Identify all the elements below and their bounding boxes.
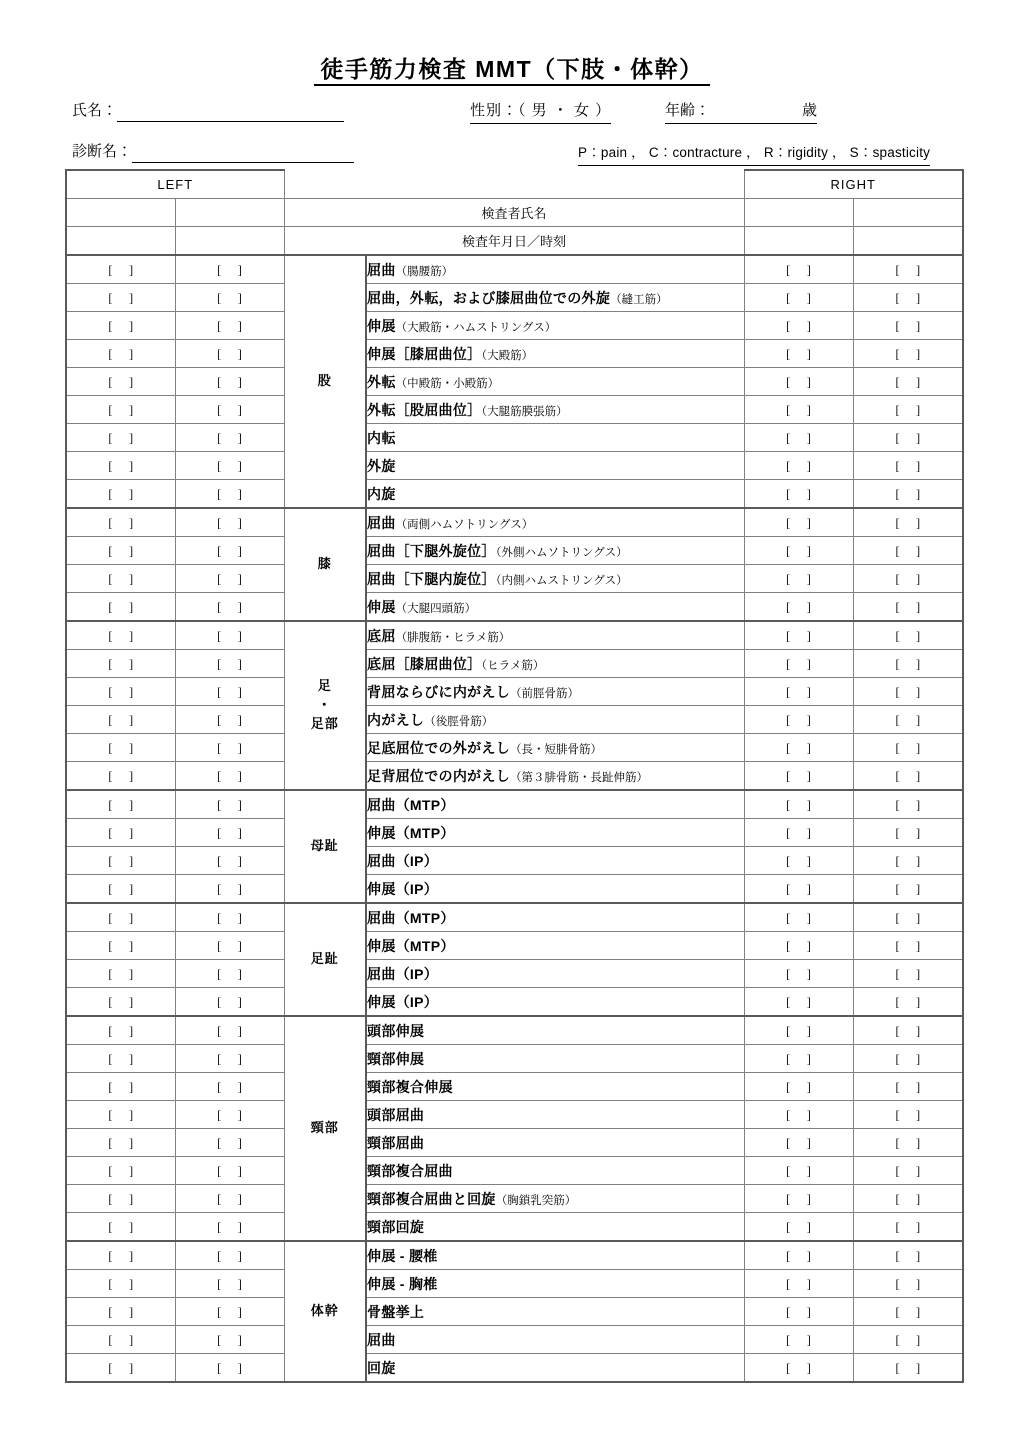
table-row — [66, 819, 963, 847]
table-row — [66, 1213, 963, 1242]
header-left: LEFT — [66, 170, 284, 199]
score-cell-left-2[interactable]: [ ] — [175, 593, 284, 622]
action-label: 伸展 - 胸椎 — [366, 1270, 744, 1298]
score-cell-left-1[interactable]: [ ] — [66, 932, 175, 960]
score-cell-right-1[interactable]: [ ] — [744, 1073, 853, 1101]
score-cell-left-1[interactable]: [ ] — [66, 762, 175, 791]
score-cell-left-2[interactable]: [ ] — [175, 452, 284, 480]
action-label: 伸展（大殿筋・ハムストリングス） — [366, 312, 744, 340]
table-row — [66, 1270, 963, 1298]
score-cell-right-1[interactable]: [ ] — [744, 875, 853, 904]
action-label: 頸部屈曲 — [366, 1129, 744, 1157]
score-cell-left-1[interactable]: [ ] — [66, 565, 175, 593]
score-cell-left-1[interactable]: [ ] — [66, 1129, 175, 1157]
score-cell-right-2[interactable]: [ ] — [853, 1298, 963, 1326]
table-row — [66, 312, 963, 340]
score-cell-left-2[interactable]: [ ] — [175, 988, 284, 1017]
action-label: 伸展（MTP） — [366, 932, 744, 960]
score-cell-right-2[interactable]: [ ] — [853, 368, 963, 396]
score-cell-right-1[interactable]: [ ] — [744, 960, 853, 988]
score-cell-left-2[interactable]: [ ] — [175, 396, 284, 424]
table-row — [66, 650, 963, 678]
action-label: 頸部複合屈曲 — [366, 1157, 744, 1185]
score-cell-right-2[interactable]: [ ] — [853, 650, 963, 678]
sex-label[interactable]: 性別：（ 男 ・ 女 ） — [470, 100, 611, 124]
diagnosis-input[interactable] — [132, 143, 354, 163]
header-right: RIGHT — [744, 170, 963, 199]
table-row — [66, 565, 963, 593]
score-cell-left-1[interactable]: [ ] — [66, 875, 175, 904]
score-cell-left-2[interactable]: [ ] — [175, 960, 284, 988]
score-cell-right-2[interactable]: [ ] — [853, 621, 963, 650]
table-row — [66, 1354, 963, 1383]
score-cell-left-1[interactable]: [ ] — [66, 621, 175, 650]
score-cell-right-2[interactable]: [ ] — [853, 565, 963, 593]
score-cell-right-2[interactable]: [ ] — [853, 875, 963, 904]
score-cell-right-1[interactable]: [ ] — [744, 284, 853, 312]
score-cell-right-2[interactable]: [ ] — [853, 1354, 963, 1383]
region-label: 頸部 — [284, 1016, 366, 1241]
score-cell-left-2[interactable]: [ ] — [175, 424, 284, 452]
score-cell-left-2[interactable]: [ ] — [175, 1213, 284, 1242]
score-cell-left-2[interactable]: [ ] — [175, 565, 284, 593]
score-cell-right-2[interactable]: [ ] — [853, 424, 963, 452]
score-cell-right-1[interactable]: [ ] — [744, 508, 853, 537]
meta-row — [66, 199, 963, 227]
table-row — [66, 875, 963, 904]
score-cell-left-2[interactable]: [ ] — [175, 508, 284, 537]
sex-field — [470, 100, 611, 124]
table-row — [66, 284, 963, 312]
action-label: 頸部回旋 — [366, 1213, 744, 1242]
score-cell-left-1[interactable]: [ ] — [66, 1298, 175, 1326]
score-cell-left-2[interactable]: [ ] — [175, 734, 284, 762]
score-cell-right-2[interactable]: [ ] — [853, 508, 963, 537]
score-cell-right-1[interactable]: [ ] — [744, 1270, 853, 1298]
meta-label: 検査年月日／時刻 — [284, 227, 744, 256]
action-label: 足背屈位での内がえし（第３腓骨筋・長趾伸筋） — [366, 762, 744, 791]
table-row — [66, 988, 963, 1017]
action-label: 屈曲（IP） — [366, 847, 744, 875]
score-cell-right-1[interactable]: [ ] — [744, 1045, 853, 1073]
score-cell-right-2[interactable]: [ ] — [853, 1241, 963, 1270]
header-spacer — [284, 170, 744, 199]
score-cell-left-2[interactable]: [ ] — [175, 1157, 284, 1185]
action-label: 底屈（腓腹筋・ヒラメ筋） — [366, 621, 744, 650]
score-cell-right-1[interactable]: [ ] — [744, 480, 853, 509]
score-cell-right-2[interactable]: [ ] — [853, 537, 963, 565]
score-cell-right-1[interactable]: [ ] — [744, 650, 853, 678]
score-cell-left-2[interactable]: [ ] — [175, 1073, 284, 1101]
score-cell-right-1[interactable]: [ ] — [744, 847, 853, 875]
table-row — [66, 790, 963, 819]
meta-right-cell-1[interactable] — [744, 227, 853, 256]
action-label: 足底屈位での外がえし（長・短腓骨筋） — [366, 734, 744, 762]
meta-left-cell-2[interactable] — [175, 199, 284, 227]
table-row — [66, 1157, 963, 1185]
table-row — [66, 1045, 963, 1073]
score-cell-left-1[interactable]: [ ] — [66, 1270, 175, 1298]
score-cell-right-2[interactable]: [ ] — [853, 312, 963, 340]
page-title: 徒手筋力検査 MMT（下肢・体幹） — [314, 56, 709, 86]
score-cell-left-2[interactable]: [ ] — [175, 932, 284, 960]
score-cell-left-2[interactable]: [ ] — [175, 1298, 284, 1326]
score-cell-right-1[interactable]: [ ] — [744, 903, 853, 932]
score-cell-left-2[interactable]: [ ] — [175, 790, 284, 819]
score-cell-right-2[interactable]: [ ] — [853, 960, 963, 988]
action-label: 内がえし（後脛骨筋） — [366, 706, 744, 734]
action-label: 伸展［膝屈曲位］（大殿筋） — [366, 340, 744, 368]
score-cell-right-2[interactable]: [ ] — [853, 593, 963, 622]
score-cell-left-1[interactable]: [ ] — [66, 1073, 175, 1101]
score-cell-left-2[interactable]: [ ] — [175, 1101, 284, 1129]
table-row — [66, 678, 963, 706]
table-row — [66, 1016, 963, 1045]
score-cell-right-2[interactable]: [ ] — [853, 819, 963, 847]
name-input[interactable] — [117, 102, 344, 122]
score-cell-right-2[interactable]: [ ] — [853, 480, 963, 509]
score-cell-left-1[interactable]: [ ] — [66, 1354, 175, 1383]
score-cell-left-1[interactable]: [ ] — [66, 790, 175, 819]
action-label: 外旋 — [366, 452, 744, 480]
score-cell-right-2[interactable]: [ ] — [853, 1326, 963, 1354]
score-cell-right-1[interactable]: [ ] — [744, 988, 853, 1017]
table-row — [66, 424, 963, 452]
score-cell-right-1[interactable]: [ ] — [744, 762, 853, 791]
score-cell-left-1[interactable]: [ ] — [66, 678, 175, 706]
table-row — [66, 762, 963, 791]
action-label: 伸展（IP） — [366, 875, 744, 904]
score-cell-right-1[interactable]: [ ] — [744, 734, 853, 762]
score-cell-right-2[interactable]: [ ] — [853, 847, 963, 875]
score-cell-right-1[interactable]: [ ] — [744, 790, 853, 819]
score-cell-left-1[interactable]: [ ] — [66, 1326, 175, 1354]
score-cell-right-1[interactable]: [ ] — [744, 565, 853, 593]
score-cell-right-2[interactable]: [ ] — [853, 988, 963, 1017]
table-row — [66, 537, 963, 565]
action-label: 伸展 - 腰椎 — [366, 1241, 744, 1270]
action-label: 内転 — [366, 424, 744, 452]
table-row — [66, 621, 963, 650]
score-cell-right-2[interactable]: [ ] — [853, 1157, 963, 1185]
score-cell-left-1[interactable]: [ ] — [66, 312, 175, 340]
score-cell-right-1[interactable]: [ ] — [744, 1157, 853, 1185]
score-cell-left-1[interactable]: [ ] — [66, 340, 175, 368]
score-cell-left-2[interactable]: [ ] — [175, 621, 284, 650]
action-label: 骨盤挙上 — [366, 1298, 744, 1326]
score-cell-left-1[interactable]: [ ] — [66, 1241, 175, 1270]
score-cell-right-1[interactable]: [ ] — [744, 1016, 853, 1045]
score-cell-right-2[interactable]: [ ] — [853, 284, 963, 312]
action-label: 屈曲（IP） — [366, 960, 744, 988]
table-row — [66, 734, 963, 762]
score-cell-left-2[interactable]: [ ] — [175, 819, 284, 847]
score-cell-right-1[interactable]: [ ] — [744, 593, 853, 622]
action-label: 伸展（大腿四頭筋） — [366, 593, 744, 622]
mmt-table-body — [66, 170, 963, 1382]
action-label: 屈曲（両側ハムソトリングス） — [366, 508, 744, 537]
age-label: 年齢： — [665, 100, 710, 124]
score-cell-left-2[interactable]: [ ] — [175, 1016, 284, 1045]
age-unit-label: 歳 — [802, 100, 817, 124]
score-cell-left-2[interactable]: [ ] — [175, 650, 284, 678]
score-cell-left-1[interactable]: [ ] — [66, 847, 175, 875]
score-cell-right-1[interactable]: [ ] — [744, 424, 853, 452]
score-cell-left-1[interactable]: [ ] — [66, 593, 175, 622]
score-cell-right-1[interactable]: [ ] — [744, 368, 853, 396]
score-cell-right-2[interactable]: [ ] — [853, 903, 963, 932]
score-cell-left-1[interactable]: [ ] — [66, 452, 175, 480]
score-cell-left-1[interactable]: [ ] — [66, 1101, 175, 1129]
score-cell-left-2[interactable]: [ ] — [175, 1185, 284, 1213]
score-cell-right-2[interactable]: [ ] — [853, 1213, 963, 1242]
score-cell-right-1[interactable]: [ ] — [744, 678, 853, 706]
name-label: 氏名： — [72, 102, 118, 119]
score-cell-left-2[interactable]: [ ] — [175, 903, 284, 932]
score-cell-left-1[interactable]: [ ] — [66, 255, 175, 284]
score-cell-right-2[interactable]: [ ] — [853, 1073, 963, 1101]
meta-left-cell-1[interactable] — [66, 227, 175, 256]
score-cell-left-2[interactable]: [ ] — [175, 1129, 284, 1157]
table-row — [66, 1241, 963, 1270]
score-cell-left-2[interactable]: [ ] — [175, 340, 284, 368]
meta-label: 検査者氏名 — [284, 199, 744, 227]
score-cell-right-1[interactable]: [ ] — [744, 340, 853, 368]
score-cell-left-1[interactable]: [ ] — [66, 734, 175, 762]
action-label: 外転（中殿筋・小殿筋） — [366, 368, 744, 396]
score-cell-right-1[interactable]: [ ] — [744, 452, 853, 480]
age-input[interactable] — [710, 103, 802, 124]
action-label: 頸部伸展 — [366, 1045, 744, 1073]
table-row — [66, 1185, 963, 1213]
table-row — [66, 706, 963, 734]
region-label: 足趾 — [284, 903, 366, 1016]
score-cell-left-1[interactable]: [ ] — [66, 368, 175, 396]
table-row — [66, 960, 963, 988]
score-cell-right-2[interactable]: [ ] — [853, 1270, 963, 1298]
score-cell-left-2[interactable]: [ ] — [175, 847, 284, 875]
action-label: 頸部複合伸展 — [366, 1073, 744, 1101]
table-row — [66, 340, 963, 368]
meta-left-cell-1[interactable] — [66, 199, 175, 227]
score-cell-right-2[interactable]: [ ] — [853, 1016, 963, 1045]
score-cell-left-1[interactable]: [ ] — [66, 480, 175, 509]
score-cell-left-2[interactable]: [ ] — [175, 1354, 284, 1383]
score-cell-left-1[interactable]: [ ] — [66, 424, 175, 452]
action-label: 屈曲 — [366, 1326, 744, 1354]
region-label: 膝 — [284, 508, 366, 621]
action-label: 頭部伸展 — [366, 1016, 744, 1045]
action-label: 伸展（MTP） — [366, 819, 744, 847]
table-row — [66, 368, 963, 396]
score-cell-right-1[interactable]: [ ] — [744, 1101, 853, 1129]
meta-right-cell-2[interactable] — [853, 199, 963, 227]
score-cell-left-2[interactable]: [ ] — [175, 762, 284, 791]
table-row — [66, 396, 963, 424]
action-label: 内旋 — [366, 480, 744, 509]
score-cell-left-1[interactable]: [ ] — [66, 537, 175, 565]
score-cell-right-1[interactable]: [ ] — [744, 255, 853, 284]
score-cell-right-1[interactable]: [ ] — [744, 1298, 853, 1326]
table-row — [66, 1326, 963, 1354]
table-row — [66, 1129, 963, 1157]
score-cell-right-2[interactable]: [ ] — [853, 1129, 963, 1157]
table-row — [66, 255, 963, 284]
score-cell-left-2[interactable]: [ ] — [175, 255, 284, 284]
action-label: 屈曲［下腿外旋位］（外側ハムソトリングス） — [366, 537, 744, 565]
score-cell-left-1[interactable]: [ ] — [66, 903, 175, 932]
patient-info-row-2 — [0, 141, 1024, 165]
score-cell-right-2[interactable]: [ ] — [853, 678, 963, 706]
score-cell-right-2[interactable]: [ ] — [853, 255, 963, 284]
score-cell-right-1[interactable]: [ ] — [744, 819, 853, 847]
action-label: 屈曲（MTP） — [366, 790, 744, 819]
score-cell-left-2[interactable]: [ ] — [175, 1270, 284, 1298]
table-row — [66, 593, 963, 622]
score-cell-left-1[interactable]: [ ] — [66, 960, 175, 988]
score-cell-right-1[interactable]: [ ] — [744, 396, 853, 424]
table-row — [66, 508, 963, 537]
score-cell-left-2[interactable]: [ ] — [175, 312, 284, 340]
score-cell-right-2[interactable]: [ ] — [853, 790, 963, 819]
meta-row — [66, 227, 963, 256]
score-cell-right-1[interactable]: [ ] — [744, 621, 853, 650]
table-row — [66, 932, 963, 960]
score-cell-right-1[interactable]: [ ] — [744, 1213, 853, 1242]
name-field — [72, 100, 344, 122]
action-label: 屈曲，外転，および膝屈曲位での外旋（縫工筋） — [366, 284, 744, 312]
score-cell-left-2[interactable]: [ ] — [175, 284, 284, 312]
diagnosis-label: 診断名： — [72, 143, 133, 160]
action-label: 回旋 — [366, 1354, 744, 1383]
score-cell-right-2[interactable]: [ ] — [853, 452, 963, 480]
meta-right-cell-1[interactable] — [744, 199, 853, 227]
score-cell-left-1[interactable]: [ ] — [66, 1016, 175, 1045]
table-row — [66, 847, 963, 875]
action-label: 屈曲［下腿内旋位］（内側ハムストリングス） — [366, 565, 744, 593]
score-cell-left-2[interactable]: [ ] — [175, 368, 284, 396]
action-label: 底屈［膝屈曲位］（ヒラメ筋） — [366, 650, 744, 678]
score-cell-left-1[interactable]: [ ] — [66, 284, 175, 312]
score-cell-left-2[interactable]: [ ] — [175, 537, 284, 565]
age-field — [665, 100, 817, 124]
table-row — [66, 903, 963, 932]
score-cell-right-1[interactable]: [ ] — [744, 1241, 853, 1270]
score-cell-right-2[interactable]: [ ] — [853, 1045, 963, 1073]
score-cell-left-1[interactable]: [ ] — [66, 1213, 175, 1242]
region-label: 体幹 — [284, 1241, 366, 1382]
score-cell-left-1[interactable]: [ ] — [66, 1157, 175, 1185]
score-cell-left-2[interactable]: [ ] — [175, 1045, 284, 1073]
score-cell-right-1[interactable]: [ ] — [744, 1185, 853, 1213]
score-cell-left-2[interactable]: [ ] — [175, 480, 284, 509]
table-row — [66, 480, 963, 509]
score-cell-right-1[interactable]: [ ] — [744, 1326, 853, 1354]
table-header-row — [66, 170, 963, 199]
score-cell-right-1[interactable]: [ ] — [744, 1354, 853, 1383]
action-label: 頸部複合屈曲と回旋（胸鎖乳突筋） — [366, 1185, 744, 1213]
score-cell-left-1[interactable]: [ ] — [66, 1045, 175, 1073]
region-label: 股 — [284, 255, 366, 508]
score-cell-right-1[interactable]: [ ] — [744, 932, 853, 960]
score-cell-right-1[interactable]: [ ] — [744, 706, 853, 734]
score-cell-right-2[interactable]: [ ] — [853, 396, 963, 424]
score-cell-right-2[interactable]: [ ] — [853, 932, 963, 960]
score-cell-left-2[interactable]: [ ] — [175, 875, 284, 904]
abbreviation-legend: P：pain ， C：contracture ， R：rigidity ， S：spasticity — [578, 142, 930, 166]
score-cell-right-2[interactable]: [ ] — [853, 1185, 963, 1213]
action-label: 屈曲（MTP） — [366, 903, 744, 932]
region-label: 母趾 — [284, 790, 366, 903]
meta-left-cell-2[interactable] — [175, 227, 284, 256]
action-label: 頭部屈曲 — [366, 1101, 744, 1129]
score-cell-left-1[interactable]: [ ] — [66, 706, 175, 734]
score-cell-left-1[interactable]: [ ] — [66, 1185, 175, 1213]
score-cell-right-1[interactable]: [ ] — [744, 1129, 853, 1157]
score-cell-right-2[interactable]: [ ] — [853, 762, 963, 791]
score-cell-left-2[interactable]: [ ] — [175, 1326, 284, 1354]
score-cell-right-1[interactable]: [ ] — [744, 537, 853, 565]
table-row — [66, 1298, 963, 1326]
page-title-container — [0, 56, 1024, 86]
region-label: 足 ・ 足部 — [284, 621, 366, 790]
score-cell-right-2[interactable]: [ ] — [853, 734, 963, 762]
action-label: 背屈ならびに内がえし（前脛骨筋） — [366, 678, 744, 706]
table-row — [66, 1073, 963, 1101]
score-cell-right-1[interactable]: [ ] — [744, 312, 853, 340]
meta-right-cell-2[interactable] — [853, 227, 963, 256]
score-cell-left-1[interactable]: [ ] — [66, 508, 175, 537]
score-cell-left-2[interactable]: [ ] — [175, 1241, 284, 1270]
score-cell-left-1[interactable]: [ ] — [66, 819, 175, 847]
action-label: 屈曲（腸腰筋） — [366, 255, 744, 284]
diagnosis-field — [72, 141, 354, 163]
score-cell-right-2[interactable]: [ ] — [853, 706, 963, 734]
score-cell-left-2[interactable]: [ ] — [175, 678, 284, 706]
table-row — [66, 1101, 963, 1129]
score-cell-right-2[interactable]: [ ] — [853, 340, 963, 368]
action-label: 伸展（IP） — [366, 988, 744, 1017]
score-cell-left-2[interactable]: [ ] — [175, 706, 284, 734]
table-row — [66, 452, 963, 480]
score-cell-left-1[interactable]: [ ] — [66, 396, 175, 424]
action-label: 外転［股屈曲位］（大腿筋膜張筋） — [366, 396, 744, 424]
patient-info-row-1 — [0, 100, 1024, 124]
score-cell-right-2[interactable]: [ ] — [853, 1101, 963, 1129]
score-cell-left-1[interactable]: [ ] — [66, 650, 175, 678]
score-cell-left-1[interactable]: [ ] — [66, 988, 175, 1017]
mmt-table — [65, 169, 964, 1383]
